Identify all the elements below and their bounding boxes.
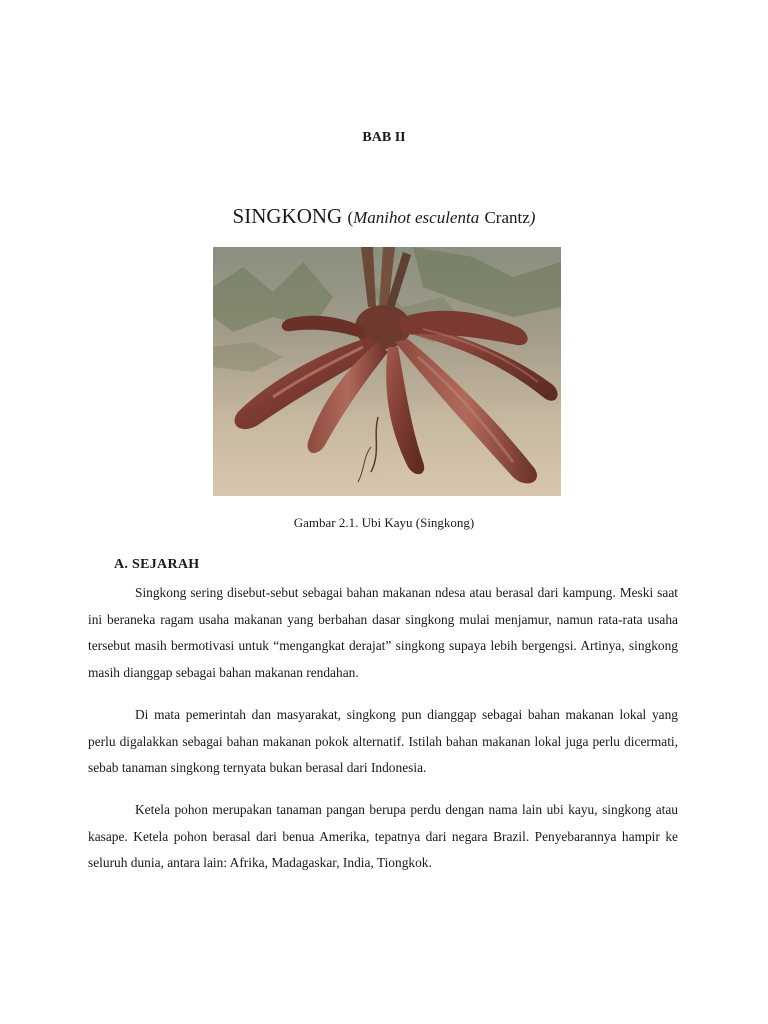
paragraph-3: Ketela pohon merupakan tanaman pangan berupa perdu dengan nama lain ubi kayu, singkong atau kasape. Ketela pohon berasal dari benua Amerika, tepatnya dari negara Brazil. Penyebarannya hampir ke seluruh dunia, antara lain: Afrika, Madagaskar, India, Tiongkok.	[88, 802, 678, 870]
title-main: SINGKONG	[232, 204, 343, 228]
title-close-paren: )	[529, 208, 536, 227]
page-title	[0, 201, 768, 233]
chapter-label: BAB II	[362, 130, 406, 145]
title-open-paren: (	[347, 208, 354, 227]
title-scientific-name: Manihot esculenta	[353, 208, 480, 227]
cassava-photo	[213, 247, 561, 496]
title-author: Crantz	[484, 208, 530, 227]
paragraph-2: Di mata pemerintah dan masyarakat, singkong pun dianggap sebagai bahan makanan lokal yang perlu digalakkan sebagai bahan makanan pokok alternatif. Istilah bahan makanan lokal juga perlu dicermati, sebab tanaman singkong ternyata bukan berasal dari Indonesia.	[88, 707, 678, 775]
paragraph-1: Singkong sering disebut-sebut sebagai bahan makanan ndesa atau berasal dari kampung. Meski saat ini beraneka ragam usaha makanan yang berbahan dasar singkong mulai menjamur, namun rata-rata usaha tersebut masih bermotivasi untuk “mengangkat derajat” singkong supaya lebih bergengsi. Artinya, singkong masih dianggap sebagai bahan makanan rendahan.	[88, 585, 678, 680]
section-heading: A. SEJARAH	[114, 557, 200, 572]
figure-caption: Gambar 2.1. Ubi Kayu (Singkong)	[293, 515, 475, 530]
